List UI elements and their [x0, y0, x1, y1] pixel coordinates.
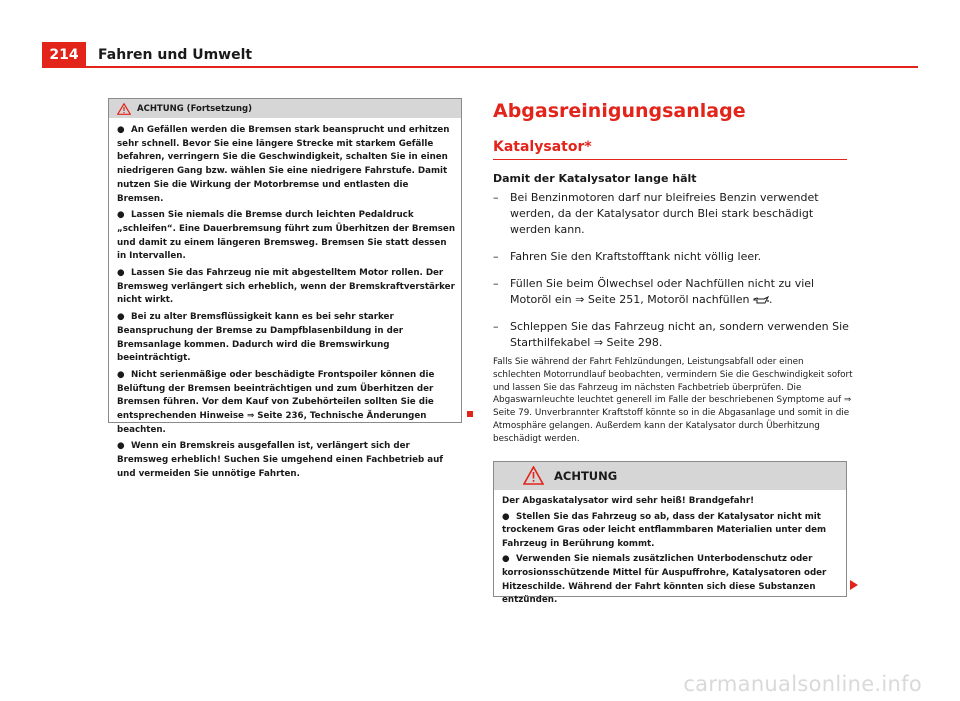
warning-item: ● Lassen Sie das Fahrzeug nie mit abgestelltem Motor rollen. Der Bremsweg verlängert sich erheblich, wenn der Bremskraftverstärker nicht wirkt.	[117, 268, 455, 306]
page-number: 214	[42, 42, 86, 68]
warning-triangle-icon	[523, 466, 544, 485]
warning-item: ● Lassen Sie niemals die Bremse durch leichten Pedaldruck „schleifen“. Eine Dauerbremsung führt zum Überhitzen der Bremsen und damit zu einem längeren Bremsweg. Bremsen Sie statt dessen in Intervallen.	[117, 210, 456, 262]
subsection-title: Katalysator*	[493, 139, 592, 155]
end-marker-icon	[467, 411, 473, 417]
warning-box-header	[494, 462, 846, 490]
subsection-divider	[493, 159, 847, 160]
warning-item: ● Wenn ein Bremskreis ausgefallen ist, verlängert sich der Bremsweg erheblich! Suchen Sie umgehend einen Fachbetrieb auf und vermeiden Sie unnötige Fahrten.	[117, 441, 444, 479]
section-title: Abgasreinigungsanlage	[493, 100, 746, 122]
oil-can-icon	[753, 296, 769, 305]
content-heading: Damit der Katalysator lange hält	[493, 172, 697, 185]
header-divider	[86, 66, 918, 68]
warning-item: ● Stellen Sie das Fahrzeug so ab, dass der Katalysator nicht mit trockenem Gras oder leicht entflammbaren Materialien unter dem Fahrzeug in Berührung kommt.	[502, 511, 827, 549]
watermark: carmanualsonline.info	[683, 672, 922, 696]
chapter-title: Fahren und Umwelt	[98, 47, 253, 63]
warning-item: ● An Gefällen werden die Bremsen stark beansprucht und erhitzen sehr schnell. Bevor Sie eine längere Strecke mit starkem Gefälle befahren, verringern Sie die Geschwindigkeit, schalten Sie in einen niedrigeren Gang bzw. wählen Sie eine niedrigere Fahrstufe. Damit nutzen Sie die Wirkung der Motorbremse und entlasten die Bremsen.	[117, 125, 450, 204]
tips-list	[493, 190, 853, 362]
warning-box-continued	[108, 98, 462, 479]
continue-arrow-icon	[850, 580, 858, 590]
warning-box-header	[109, 99, 461, 118]
warning-box	[493, 461, 847, 606]
list-item: – Füllen Sie beim Ölwechsel oder Nachfüllen nicht zu viel Motoröl ein ⇒ Seite 251, Motoröl nachfüllen .	[493, 277, 815, 306]
warning-item: ● Nicht serienmäßige oder beschädigte Frontspoiler können die Belüftung der Bremsen beeinträchtigen und zum Überhitzen der Bremsen führen. Vor dem Kauf von Zubehörteilen sollten Sie die entsprechenden Hinweise ⇒ Seite 236, Technische Änderungen beachten.	[117, 369, 435, 435]
warning-intro: Der Abgaskatalysator wird sehr heiß! Brandgefahr!	[502, 496, 755, 506]
warning-heading: ACHTUNG (Fortsetzung)	[137, 103, 253, 114]
info-paragraph: Falls Sie während der Fahrt Fehlzündungen, Leistungsabfall oder einen schlechten Motorrundlauf beobachten, vermindern Sie die Geschwindigkeit sofort und lassen Sie das Fahrzeug im nächsten Fachbetrieb überprüfen. Die Abgaswarnleuchte leuchtet generell im Falle der beschriebenen Symptome auf ⇒ Seite 79. Unverbrannter Kraftstoff könnte so in die Abgasanlage und somit in die Atmosphäre gelangen. Außerdem kann der Katalysator durch Überhitzung beschädigt werden.	[493, 357, 853, 444]
warning-heading: ACHTUNG	[554, 469, 618, 483]
list-item: – Bei Benzinmotoren darf nur bleifreies Benzin verwendet werden, da der Katalysator durch Blei stark beschädigt werden kann.	[493, 191, 819, 236]
warning-item: ● Bei zu alter Bremsflüssigkeit kann es bei sehr starker Beanspruchung der Bremse zu Dampfblasenbildung in der Bremsanlage kommen. Dadurch wird die Bremswirkung beeinträchtigt.	[117, 312, 404, 364]
list-item: – Schleppen Sie das Fahrzeug nicht an, sondern verwenden Sie Starthilfekabel ⇒ Seite 298.	[493, 320, 849, 349]
list-item: – Fahren Sie den Kraftstofftank nicht völlig leer.	[493, 250, 762, 263]
warning-triangle-icon	[117, 103, 131, 115]
warning-item: ● Verwenden Sie niemals zusätzlichen Unterbodenschutz oder korrosionsschützende Mittel für Auspuffrohre, Katalysatoren oder Hitzeschilde. Während der Fahrt könnten sich diese Substanzen entzünden.	[502, 554, 827, 606]
